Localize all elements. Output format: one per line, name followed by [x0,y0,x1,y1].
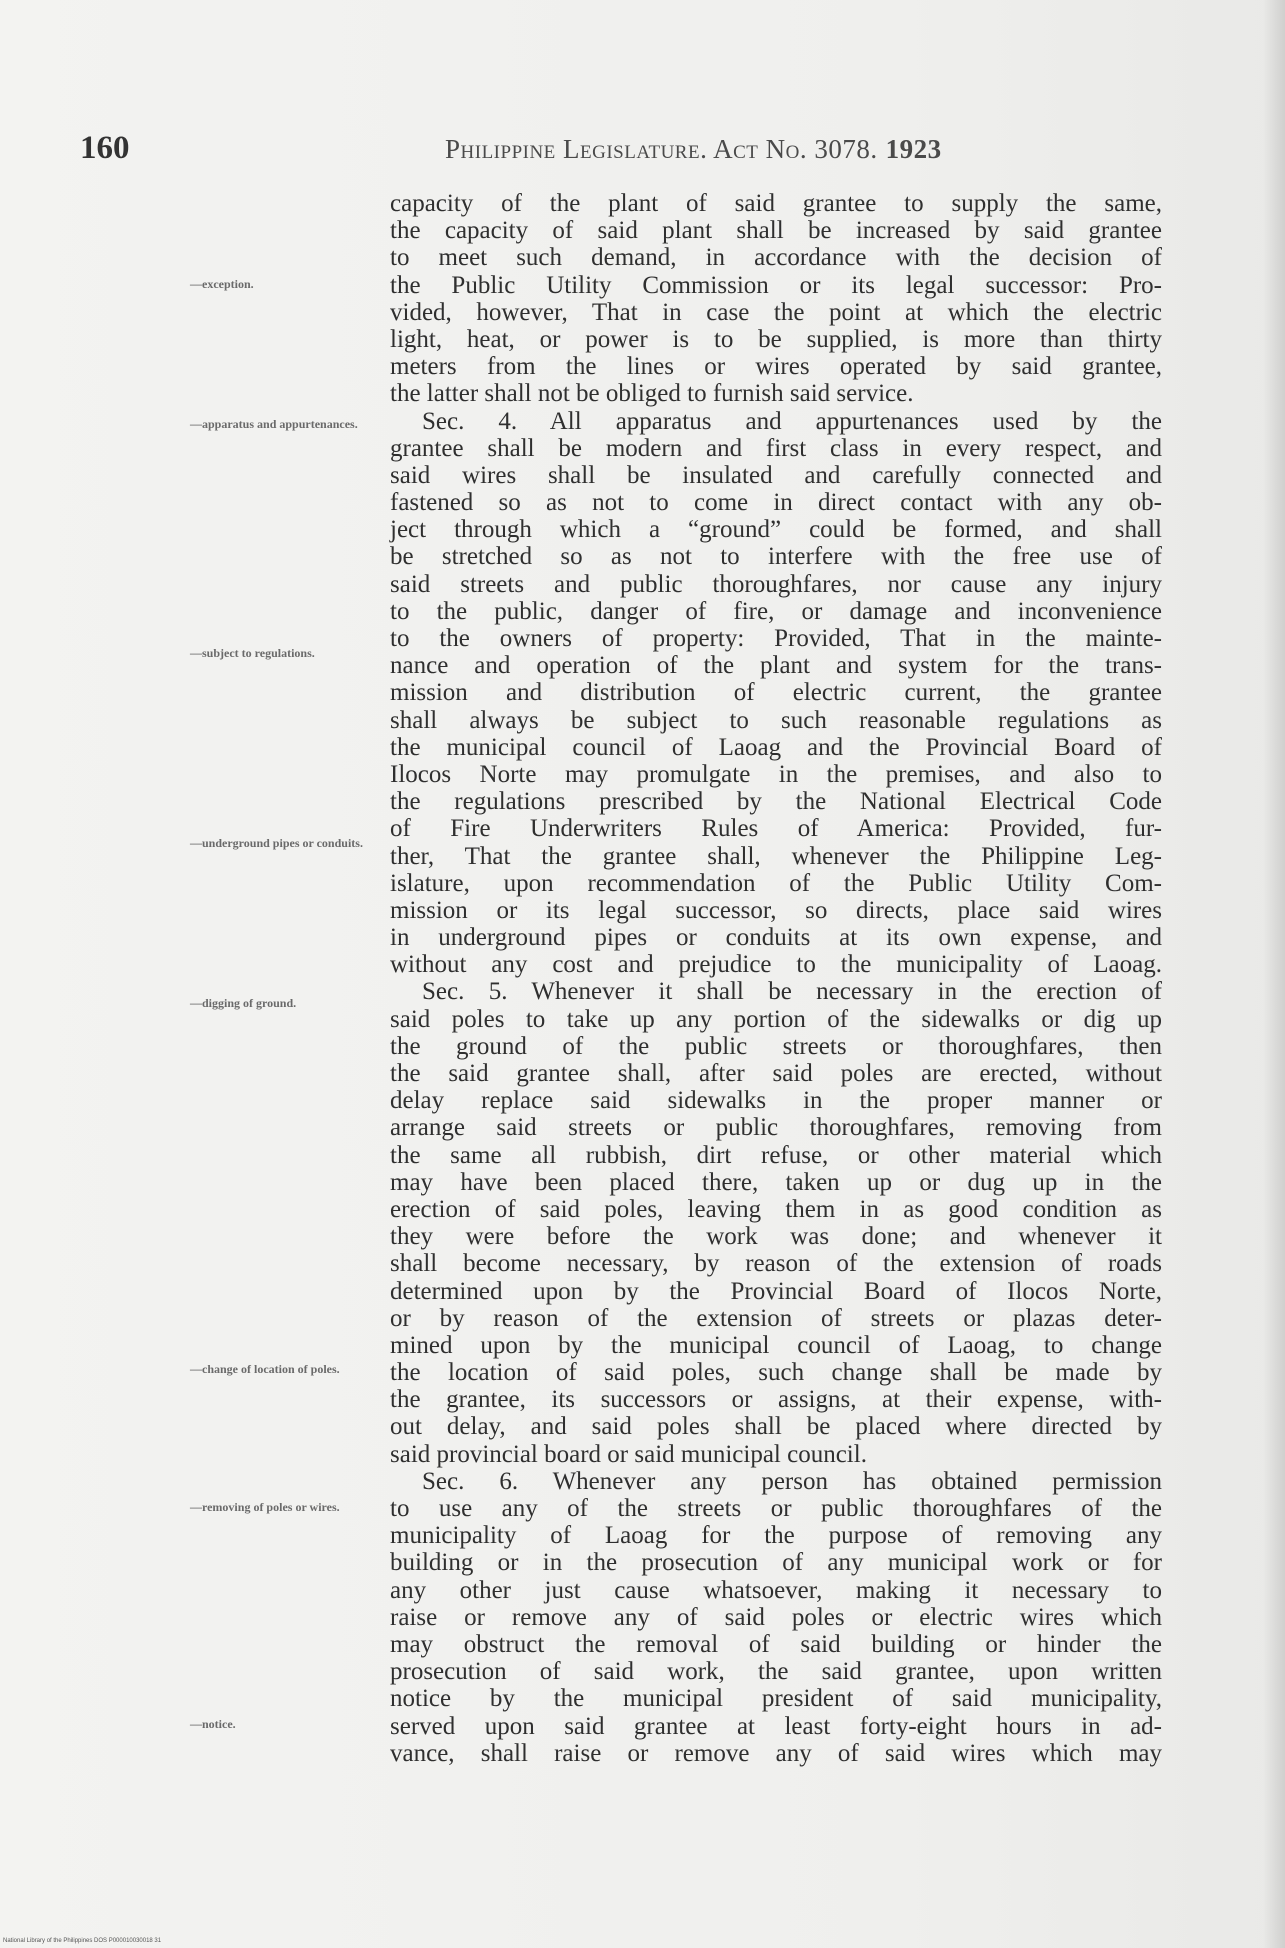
text-line: out delay, and said poles shall be placed where directed by [390,1413,1162,1441]
page-edge-shadow [1263,0,1285,1948]
text-line: vance, shall raise or remove any of said wires which may [390,1739,1162,1767]
text-line: the capacity of said plant shall be increased by said grantee [390,217,1162,245]
text-line: notice by the municipal president of said municipality, [390,1685,1162,1713]
text-line: any other just cause whatsoever, making it necessary to [390,1576,1162,1604]
text-line: the regulations prescribed by the National Electrical Code [390,788,1162,816]
text-line: Ilocos Norte may promulgate in the premises, and also to [390,760,1162,788]
text-line: the municipal council of Laoag and the Provincial Board of [390,733,1162,761]
text-line: nance and operation of the plant and system for the trans- [390,652,1162,680]
body-text [390,190,1162,1767]
text-line: mission and distribution of electric current, the grantee [390,679,1162,707]
page-number: 160 [80,130,130,166]
text-line: municipality of Laoag for the purpose of removing any [390,1522,1162,1550]
margin-note-notice: —notice. [190,1717,236,1731]
text-line: the latter shall not be obliged to furnish said service. [390,380,914,408]
text-line: ject through which a “ground” could be formed, and shall [390,516,1162,544]
text-line: meters from the lines or wires operated by said grantee, [390,353,1162,381]
text-line: building or in the prosecution of any municipal work or for [390,1549,1162,1577]
text-line: determined upon by the Provincial Board of Ilocos Norte, [390,1277,1162,1305]
text-line: fastened so as not to come in direct contact with any ob- [390,489,1162,517]
text-line: may have been placed there, taken up or dug up in the [390,1168,1162,1196]
text-line: without any cost and prejudice to the municipality of Laoag. [390,951,1162,979]
text-line: in underground pipes or conduits at its own expense, and [390,924,1162,952]
text-line: vided, however, That in case the point at which the electric [390,298,1162,326]
text-line: arrange said streets or public thoroughfares, removing from [390,1114,1162,1142]
text-line: shall become necessary, by reason of the extension of roads [390,1250,1162,1278]
margin-note-regulations: —subject to regulations. [190,646,315,660]
text-line: be stretched so as not to interfere with the free use of [390,543,1162,571]
text-line: the Public Utility Commission or its legal successor: Pro- [390,271,1162,299]
margin-note-underground: —underground pipes or conduits. [190,836,363,850]
text-line: mined upon by the municipal council of Laoag, to change [390,1331,1162,1359]
section-5-start: Sec. 5. Whenever it shall be necessary in the erection of [422,978,1162,1006]
text-line: the location of said poles, such change shall be made by [390,1359,1162,1387]
section-4-start: Sec. 4. All apparatus and appurtenances used by the [422,407,1162,435]
margin-note-removing: —removing of poles or wires. [190,1500,340,1514]
scan-credit-footer: National Library of the Philippines DOS P000010030018 31 [3,1938,162,1944]
text-line: said poles to take up any portion of the sidewalks or dig up [390,1005,1162,1033]
text-line: said streets and public thoroughfares, nor cause any injury [390,570,1162,598]
text-line: the ground of the public streets or thoroughfares, then [390,1032,1162,1060]
text-line: islature, upon recommendation of the Public Utility Com- [390,869,1162,897]
margin-note-exception: —exception. [190,277,254,291]
running-head-year: 1923 [885,134,942,164]
section-6-start: Sec. 6. Whenever any person has obtained permission [422,1467,1162,1495]
running-head-title: Philippine Legislature. Act No. 3078. [445,134,878,164]
text-line: light, heat, or power is to be supplied, is more than thirty [390,325,1162,353]
margin-note-apparatus: —apparatus and appurtenances. [190,417,358,431]
text-line: the said grantee shall, after said poles are erected, without [390,1060,1162,1087]
text-line: said wires shall be insulated and carefully connected and [390,461,1162,489]
margin-note-change-location: —change of location of poles. [190,1362,340,1376]
text-line: served upon said grantee at least forty-eight hours in ad- [390,1712,1162,1740]
text-line: they were before the work was done; and whenever it [390,1223,1162,1251]
text-line: mission or its legal successor, so directs, place said wires [390,896,1162,924]
text-line: or by reason of the extension of streets or plazas deter- [390,1304,1162,1332]
text-line: of Fire Underwriters Rules of America: Provided, fur- [390,815,1162,843]
text-line: the grantee, its successors or assigns, at their expense, with- [390,1386,1162,1414]
text-line: shall always be subject to such reasonable regulations as [390,706,1162,734]
text-line: grantee shall be modern and first class in every respect, and [390,434,1162,462]
text-line: to the public, danger of fire, or damage and inconvenience [390,597,1162,625]
text-line: ther, That the grantee shall, whenever the Philippine Leg- [390,842,1162,870]
text-line: erection of said poles, leaving them in as good condition as [390,1195,1162,1223]
running-head [445,134,942,165]
margin-note-digging: —digging of ground. [190,996,297,1010]
text-line: to the owners of property: Provided, That in the mainte- [390,625,1162,652]
text-line: capacity of the plant of said grantee to supply the same, [390,190,1162,217]
text-line: said provincial board or said municipal council. [390,1440,867,1468]
text-line: may obstruct the removal of said building or hinder the [390,1630,1162,1658]
text-line: delay replace said sidewalks in the proper manner or [390,1087,1162,1115]
text-line: prosecution of said work, the said grantee, upon written [390,1658,1162,1686]
text-line: the same all rubbish, dirt refuse, or other material which [390,1141,1162,1169]
text-line: to meet such demand, in accordance with the decision of [390,244,1162,272]
text-line: raise or remove any of said poles or electric wires which [390,1603,1162,1631]
text-line: to use any of the streets or public thoroughfares of the [390,1495,1162,1522]
